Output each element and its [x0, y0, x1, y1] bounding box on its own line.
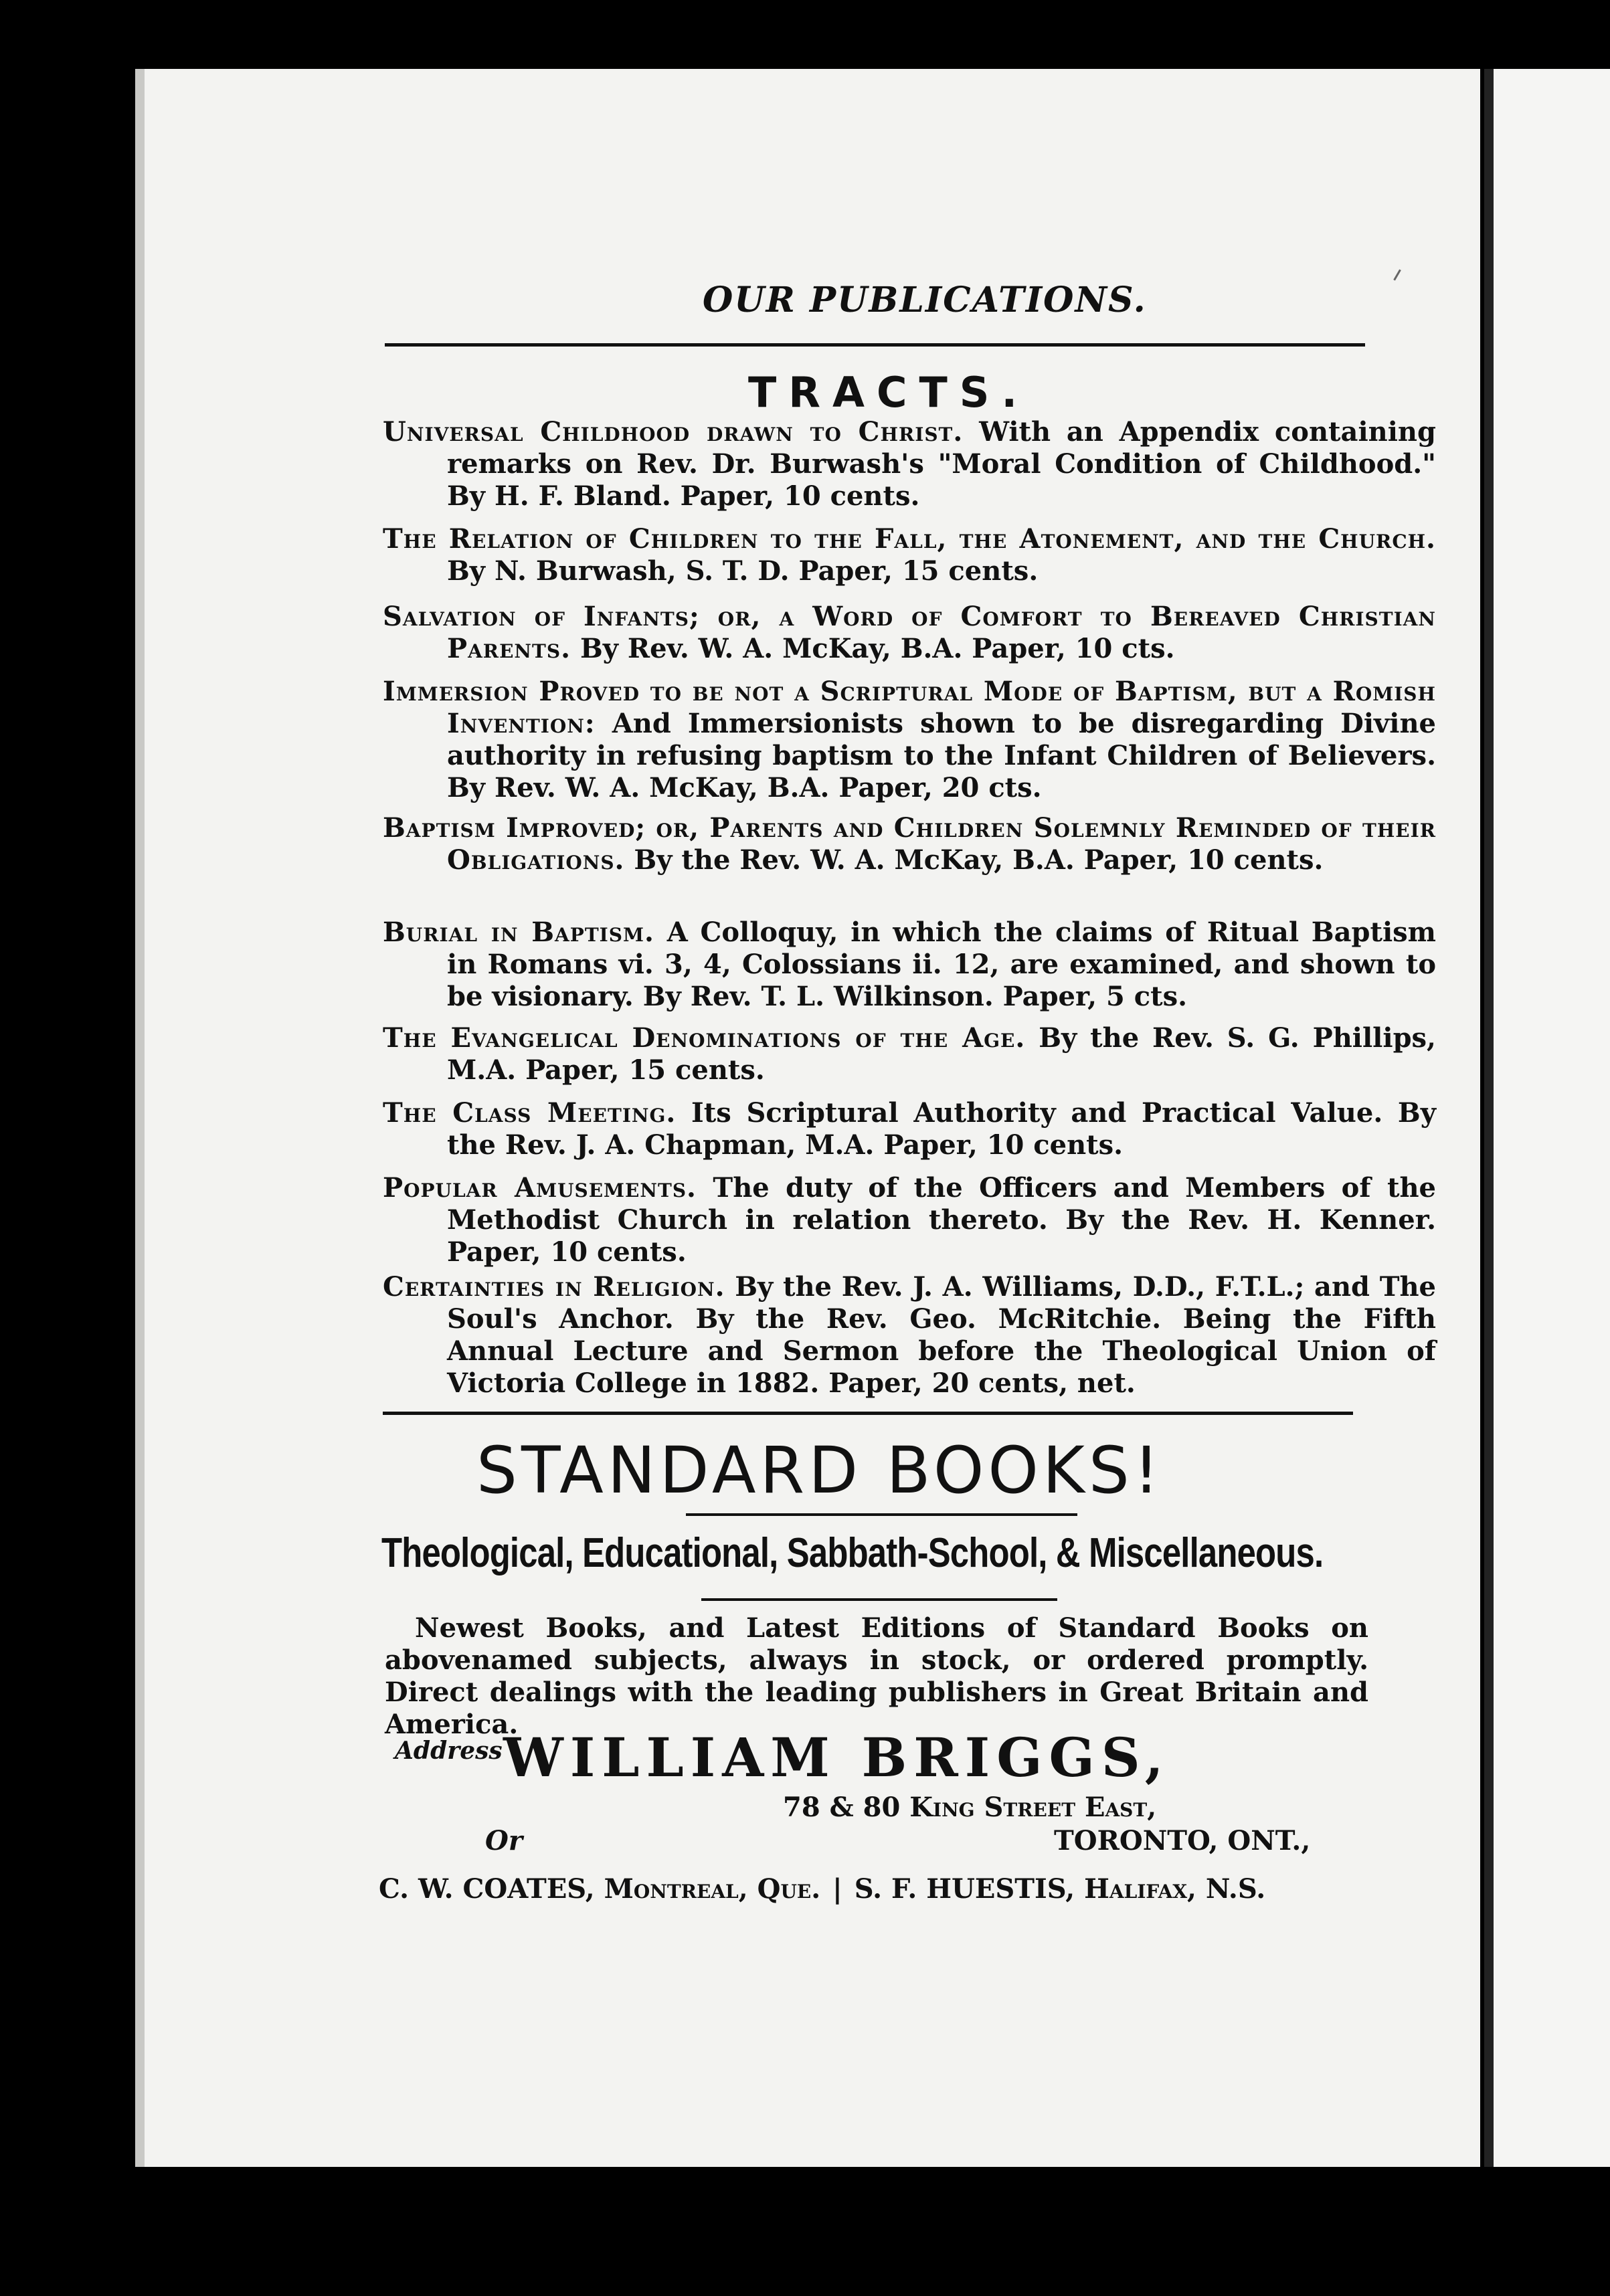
street-address: 78 & 80 King Street East, — [783, 1792, 1157, 1823]
section-rule — [383, 1412, 1353, 1415]
branch-offices — [379, 1873, 1265, 1905]
tract-body: By the Rev. J. A. Williams, D.D., F.T.L.; and The Soul's Anchor. By the Rev. Geo. McRitchie. Being the Fifth Annual Lecture and Sermon before the Theological Union of Victoria College in 1882. Paper, 20 cents, net. — [447, 1271, 1436, 1399]
tract-entry — [383, 601, 1436, 665]
address-label: Address — [395, 1737, 503, 1765]
tract-body: By Rev. W. A. McKay, B.A. Paper, 10 cts. — [579, 633, 1175, 664]
tract-title: The Class Meeting. — [383, 1097, 677, 1129]
tract-title: Burial in Baptism. — [383, 917, 654, 948]
tract-body: With an Appendix containing remarks on Rev. Dr. Burwash's "Moral Condition of Childhood." By H. F. Bland. Paper, 10 cents. — [447, 416, 1436, 512]
tract-title: Immersion Proved to be not a Scriptural Mode of Baptism, but a Romish Invention: — [383, 676, 1436, 739]
branch-separator: | — [832, 1873, 842, 1905]
tract-entry — [383, 1097, 1436, 1161]
branch-montreal: C. W. COATES, Montreal, Que. — [379, 1873, 821, 1905]
tract-entry — [383, 1172, 1436, 1268]
tract-title: The Evangelical Denominations of the Age. — [383, 1022, 1026, 1054]
tract-entry — [383, 812, 1436, 876]
tract-body: The duty of the Officers and Members of the Methodist Church in relation thereto. By the Rev. H. Kenner. Paper, 10 cents. — [447, 1172, 1436, 1268]
categories-rule — [701, 1598, 1057, 1601]
book-categories: Theological, Educational, Sabbath-School, & Miscellaneous. — [381, 1530, 1324, 1576]
tract-title: Baptism Improved; or, Parents and Children Solemnly Reminded of their Obligations. — [383, 812, 1436, 876]
tract-entry — [383, 676, 1436, 804]
facing-page — [1494, 69, 1610, 2167]
page-gutter-shadow — [135, 69, 145, 2167]
running-head: OUR PUBLICATIONS. — [703, 280, 1147, 320]
tract-body: A Colloquy, in which the claims of Ritual Baptism in Romans vi. 3, 4, Colossians ii. 12, are examined, and shown to be visionary. By Rev. T. L. Wilkinson. Paper, 5 cts. — [447, 917, 1436, 1012]
heading-rule — [686, 1513, 1077, 1516]
tract-title: Salvation of Infants; or, a Word of Comfort to Bereaved Christian Parents. — [383, 601, 1436, 664]
tract-title: Certainties in Religion. — [383, 1271, 725, 1303]
tract-title: Popular Amusements. — [383, 1172, 697, 1204]
tract-body: Its Scriptural Authority and Practical Value. By the Rev. J. A. Chapman, M.A. Paper, 10 cents. — [447, 1097, 1436, 1161]
publisher-name: WILLIAM BRIGGS, — [503, 1726, 1170, 1789]
tract-body: By N. Burwash, S. T. D. Paper, 15 cents. — [447, 555, 1039, 587]
tract-title: Universal Childhood drawn to Christ. — [383, 416, 964, 448]
facing-page-edge — [1484, 69, 1494, 2167]
tract-entry — [383, 416, 1436, 512]
tract-entry — [383, 523, 1436, 587]
tract-entry — [383, 1271, 1436, 1400]
tract-entry — [383, 1022, 1436, 1086]
tract-body: By the Rev. W. A. McKay, B.A. Paper, 10 cents. — [634, 844, 1324, 876]
tract-title: The Relation of Children to the Fall, the Atonement, and the Church. — [383, 523, 1436, 555]
standard-books-heading: STANDARD BOOKS! — [476, 1433, 1164, 1508]
tracts-heading: TRACTS. — [748, 368, 1030, 417]
branch-halifax: S. F. HUESTIS, Halifax, N.S. — [854, 1873, 1266, 1905]
tract-body: And Immersionists shown to be disregarding Divine authority in refusing baptism to the Infant Children of Believers. By Rev. W. A. McKay, B.A. Paper, 20 cts. — [447, 708, 1436, 803]
tract-entry — [383, 917, 1436, 1013]
books-description: Newest Books, and Latest Editions of Standard Books on abovenamed subjects, always in stock, or ordered promptly. Direct dealings with the leading publishers in Great Britain and America. — [385, 1612, 1368, 1740]
or-label: Or — [485, 1825, 523, 1856]
city: TORONTO, ONT., — [1054, 1825, 1311, 1856]
header-rule — [385, 343, 1365, 347]
tract-body: By the Rev. S. G. Phillips, M.A. Paper, 15 cents. — [447, 1022, 1436, 1086]
